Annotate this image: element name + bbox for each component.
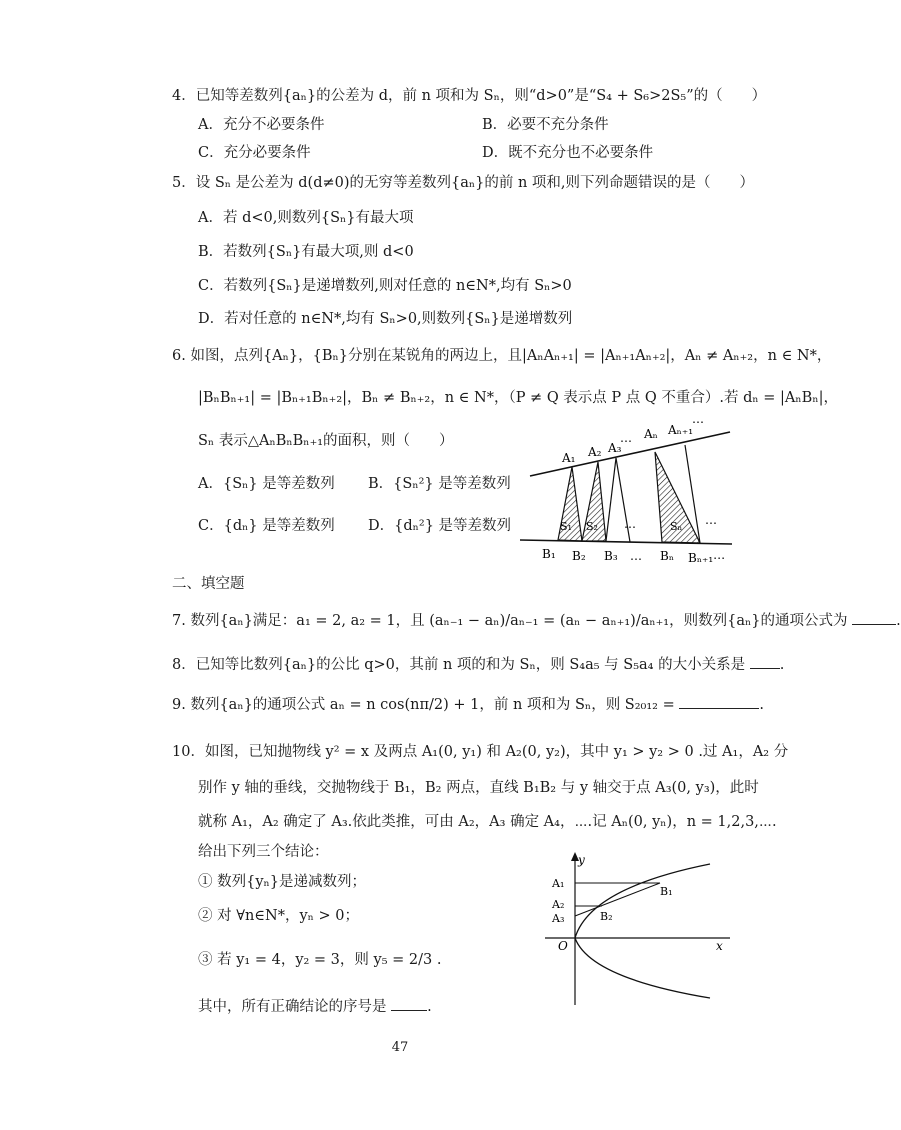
- q5-option-b: B．若数列{Sₙ}有最大项,则 d<0: [198, 244, 414, 260]
- q10-line3: 就称 A₁，A₂ 确定了 A₃.依此类推，可由 A₂，A₃ 确定 A₄，⋯.记 Aₙ(0, yₙ)，n = 1,2,3,⋯.: [198, 814, 777, 830]
- q7-answer-blank[interactable]: [852, 610, 896, 625]
- label-bn1: Bₙ₊₁⋯: [688, 551, 726, 565]
- q8-text: 8．已知等比数列{aₙ}的公比 q>0，其前 n 项的和为 Sₙ，则 S₄a₅ 与 S₅a₄ 的大小关系是: [172, 657, 746, 673]
- label-b1: B₁: [542, 547, 556, 561]
- q10-last-text: 其中，所有正确结论的序号是: [198, 999, 387, 1015]
- label-b3: B₃: [604, 549, 618, 563]
- q5-option-c: C．若数列{Sₙ}是递增数列,则对任意的 n∈N*,均有 Sₙ>0: [198, 278, 572, 294]
- label-dots-top: …: [620, 431, 632, 445]
- label-a3: A₃: [552, 912, 565, 925]
- label-sn: Sₙ: [670, 520, 683, 533]
- label-bn: Bₙ: [660, 549, 675, 563]
- q6-figure: [520, 415, 740, 580]
- q6-option-c: C．{dₙ} 是等差数列: [198, 518, 335, 534]
- label-y: y: [578, 853, 585, 867]
- q9-stem: [172, 694, 764, 715]
- q6-line2: |BₙBₙ₊₁| = |Bₙ₊₁Bₙ₊₂|，Bₙ ≠ Bₙ₊₂，n ∈ N*，（P ≠ Q 表示点 P 点 Q 不重合）.若 dₙ = |AₙBₙ|，: [198, 390, 838, 406]
- q8-stem: [172, 654, 784, 675]
- q8-answer-blank[interactable]: [750, 654, 780, 669]
- q9-period: .: [759, 697, 764, 713]
- label-dots-top2: ⋯: [692, 415, 704, 429]
- q10-conclusion-2: ② 对 ∀n∈N*，yₙ > 0；: [198, 908, 360, 924]
- label-s2: S₂: [586, 520, 598, 533]
- q4-stem: 4．已知等差数列{aₙ}的公差为 d，前 n 项和为 Sₙ，则“d>0”是“S₄ + S₆>2S₅”的（ ）: [172, 88, 767, 104]
- segment-a3-b2: [606, 458, 616, 541]
- page-number: 47: [391, 1040, 409, 1055]
- q6-option-d: D．{dₙ²} 是等差数列: [368, 518, 512, 534]
- q9-answer-blank[interactable]: [679, 694, 759, 709]
- q4-option-a: A．充分不必要条件: [198, 117, 325, 133]
- q10-line2: 别作 y 轴的垂线，交抛物线于 B₁，B₂ 两点，直线 B₁B₂ 与 y 轴交于点 A₃(0, y₃)，此时: [198, 780, 759, 796]
- label-a3: A₃: [608, 441, 622, 455]
- label-x: x: [716, 939, 723, 953]
- label-dots-mid1: …: [624, 517, 636, 531]
- q5-option-a: A．若 d<0,则数列{Sₙ}有最大项: [198, 210, 414, 226]
- label-a1: A₁: [552, 877, 565, 890]
- label-a1: A₁: [562, 451, 576, 465]
- q10-answer-blank[interactable]: [391, 996, 427, 1011]
- line-b1-b2: [575, 883, 660, 916]
- label-o: O: [558, 939, 568, 953]
- q8-period: .: [779, 657, 785, 673]
- q10-line1: 10．如图，已知抛物线 y² = x 及两点 A₁(0, y₁) 和 A₂(0, y₂)，其中 y₁ > y₂ > 0 .过 A₁，A₂ 分: [172, 744, 789, 760]
- label-b2: B₂: [572, 549, 586, 563]
- q6-line1: 6. 如图，点列{Aₙ}，{Bₙ}分别在某锐角的两边上，且|AₙAₙ₊₁| = |Aₙ₊₁Aₙ₊₂|，Aₙ ≠ Aₙ₊₂，n ∈ N*，: [172, 348, 832, 364]
- parabola: [575, 864, 710, 998]
- q5-stem: 5．设 Sₙ 是公差为 d(d≠0)的无穷等差数列{aₙ}的前 n 项和,则下列命题错误的是（ ）: [172, 175, 755, 191]
- q10-conclusion-3: ③ 若 y₁ = 4，y₂ = 3，则 y₅ = 2/3 .: [198, 952, 442, 968]
- q10-figure: [530, 850, 740, 1010]
- label-b1: B₁: [660, 885, 673, 898]
- q10-line4: 给出下列三个结论：: [198, 844, 329, 860]
- label-a2: A₂: [588, 445, 602, 459]
- q5-option-d: D．若对任意的 n∈N*,均有 Sₙ>0,则数列{Sₙ}是递增数列: [198, 311, 573, 327]
- label-a2: A₂: [552, 898, 565, 911]
- q9-text: 9. 数列{aₙ}的通项公式 aₙ = n cos(nπ/2) + 1，前 n 项和为 Sₙ，则 S₂₀₁₂ =: [172, 697, 675, 713]
- q10-last: [198, 996, 432, 1017]
- label-dots-bottom: …: [630, 549, 642, 563]
- label-b2: B₂: [600, 910, 613, 923]
- q7-period: .: [896, 613, 901, 629]
- section-heading: 二、填空题: [172, 576, 245, 592]
- q10-conclusion-1: ① 数列{yₙ}是递减数列；: [198, 874, 367, 890]
- label-s1: S₁: [560, 520, 572, 533]
- label-an1: Aₙ₊₁: [668, 423, 694, 437]
- q6-option-b: B．{Sₙ²} 是等差数列: [368, 476, 511, 492]
- q10-period: .: [427, 999, 432, 1015]
- q4-option-b: B．必要不充分条件: [482, 117, 609, 133]
- q7-text: 7. 数列{aₙ}满足：a₁ = 2, a₂ = 1，且 (aₙ₋₁ − aₙ)/aₙ₋₁ = (aₙ − aₙ₊₁)/aₙ₊₁，则数列{aₙ}的通项公式为: [172, 613, 848, 629]
- label-dots-mid2: …: [705, 513, 717, 527]
- q7-stem: [172, 610, 901, 631]
- q4-option-c: C．充分必要条件: [198, 145, 311, 161]
- q4-option-d: D．既不充分也不必要条件: [482, 145, 654, 161]
- label-an: Aₙ: [644, 427, 658, 441]
- q6-option-a: A．{Sₙ} 是等差数列: [198, 476, 335, 492]
- q6-line3: Sₙ 表示△AₙBₙBₙ₊₁的面积，则（ ）: [198, 433, 454, 449]
